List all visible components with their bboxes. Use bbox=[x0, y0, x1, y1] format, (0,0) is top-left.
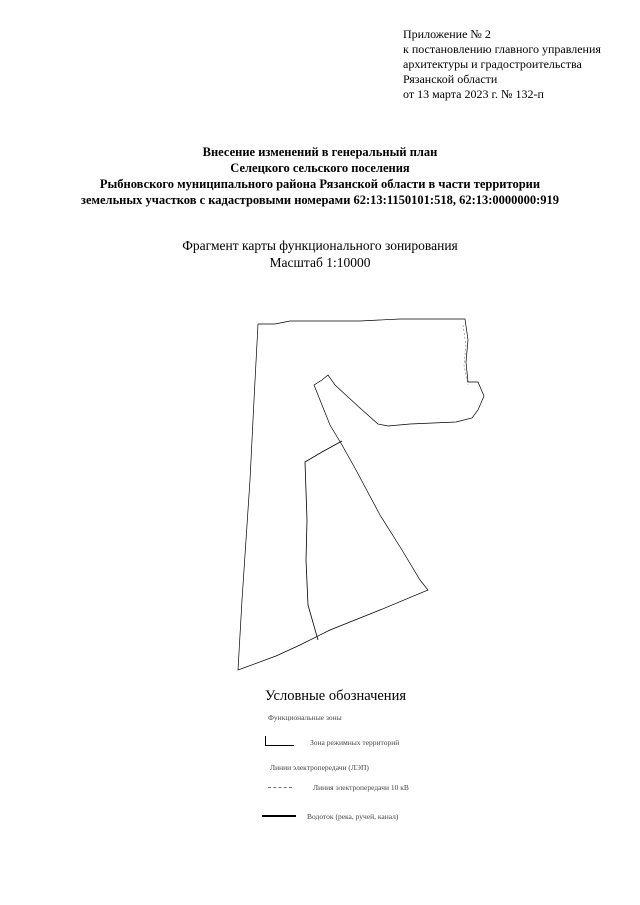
appendix-line: архитектуры и градостроительства bbox=[403, 57, 582, 71]
watercourse-swatch bbox=[262, 815, 296, 817]
watercourse-line bbox=[305, 441, 342, 640]
legend-section-zones: Функциональные зоны bbox=[268, 713, 342, 722]
appendix-line: Приложение № 2 bbox=[403, 27, 491, 41]
legend-section-power: Линии электропередачи (ЛЭП) bbox=[270, 763, 369, 772]
regime-zone-swatch bbox=[265, 736, 294, 746]
map-scale: Масштаб 1:10000 bbox=[269, 255, 371, 270]
title-line: Селецкого сельского поселения bbox=[230, 161, 410, 175]
legend-item-power-10kv: Линия электропередачи 10 кВ bbox=[313, 783, 409, 792]
appendix-line: к постановлению главного управления bbox=[403, 42, 601, 56]
legend-item-water: Водоток (река, ручей, канал) bbox=[307, 812, 399, 821]
title-line: земельных участков с кадастровыми номерами 62:13:1150101:518, 62:13:0000000:919 bbox=[80, 193, 560, 207]
map-fragment-caption: Фрагмент карты функционального зонирования bbox=[182, 238, 458, 253]
appendix-line: Рязанской области bbox=[403, 72, 498, 86]
territory-boundary bbox=[238, 319, 484, 670]
title-line: Внесение изменений в генеральный план bbox=[202, 145, 438, 159]
appendix-line: от 13 марта 2023 г. № 132-п bbox=[403, 87, 544, 101]
title-line: Рыбновского муниципального района Рязанской области в части территории bbox=[99, 177, 541, 191]
power-line-swatch bbox=[268, 787, 292, 788]
legend-item-regime: Зона режимных территорий bbox=[310, 738, 400, 747]
legend-title: Условные обозначения bbox=[265, 688, 406, 704]
